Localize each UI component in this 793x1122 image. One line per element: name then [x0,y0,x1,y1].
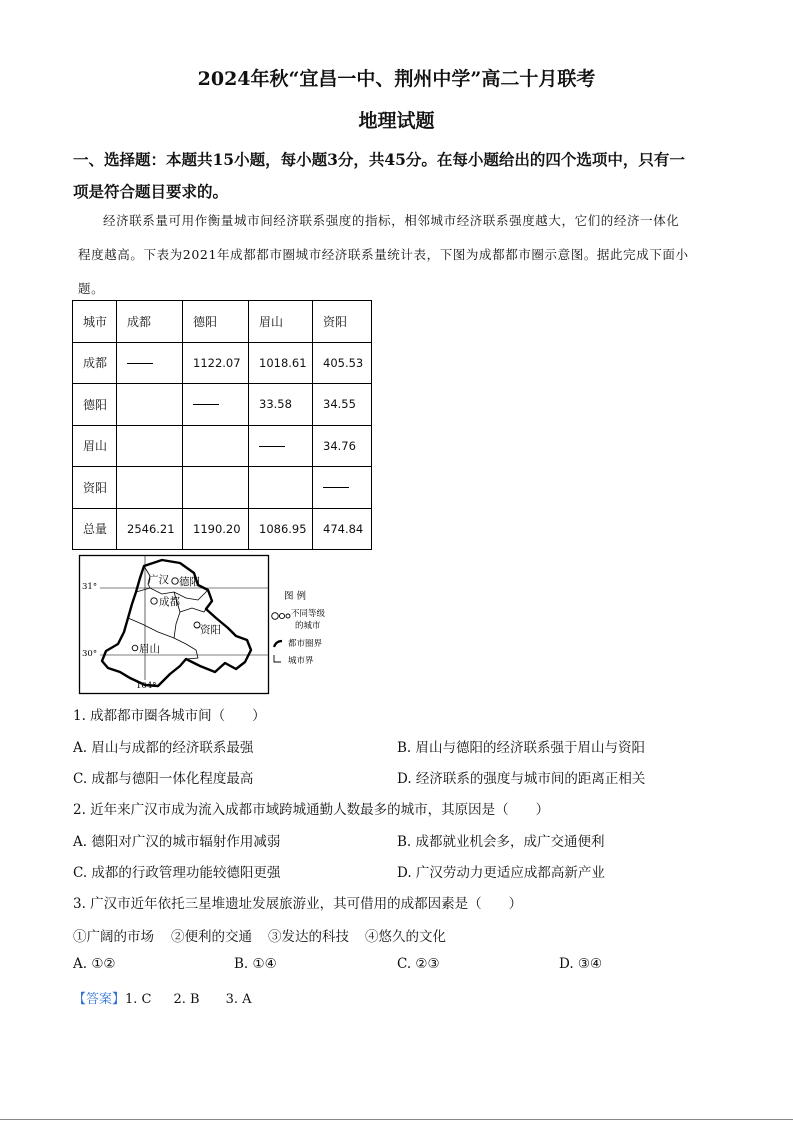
page-bottom-rule [0,1119,793,1120]
table-cell: 2546.21 [117,508,183,550]
legend-metro-boundary-symbol [274,641,282,647]
guanghan-label: 广汉 [148,574,169,586]
table-header-cell: 德阳 [183,301,249,343]
q2-option-d[interactable]: D. 广汉劳动力更适应成都高新产业 [397,865,605,881]
meishan-label: 眉山 [139,643,160,655]
table-cell: 德阳 [73,384,117,426]
legend-title: 图 例 [284,591,307,602]
meishan-marker [132,645,138,651]
answer-line [73,988,252,1007]
q1-option-d[interactable]: D. 经济联系的强度与城市间的距离正相关 [397,771,646,787]
answer-label: 【答案】 [73,992,126,1007]
table-header-cell: 资阳 [313,301,372,343]
q3-item-1: ①广阔的市场 [73,929,154,945]
q2-option-a[interactable]: A. 德阳对广汉的城市辐射作用减弱 [73,834,281,850]
table-cell [249,467,313,509]
dash-mark [259,446,285,447]
section-heading-line2: 项是符合题目要求的。 [73,182,229,201]
table-cell [183,425,249,467]
table-cell: 474.84 [313,508,372,550]
legend-city-boundary-symbol [274,655,281,662]
table-cell [117,342,183,384]
q3-option-a[interactable]: A. ①② [73,956,116,972]
chengdu-label: 成都 [159,596,180,608]
legend-metro-boundary: 都市圈界 [288,639,323,649]
table-cell: 成都 [73,342,117,384]
legend-city-text2: 的城市 [295,621,321,631]
dash-mark [127,363,153,364]
intro-line1: 经济联系量可用作衡量城市间经济联系强度的指标，相邻城市经济联系强度越大，它们的经济一体化 [103,213,680,228]
map-frame [80,556,269,694]
table-header-cell: 城市 [73,301,117,343]
q1-option-a[interactable]: A. 眉山与成都的经济联系最强 [73,740,254,756]
table-cell: 1018.61 [249,342,313,384]
table-cell: 33.58 [249,384,313,426]
question-3-stem: 3. 广汉市近年依托三星堆遗址发展旅游业，其可借用的成都因素是（ ） [73,896,523,912]
table-cell [183,467,249,509]
intro-line2: 程度越高。下表为2021年成都都市圈城市经济联系量统计表，下图为成都都市圈示意图。据此完成下面小 [78,247,689,262]
table-cell: 资阳 [73,467,117,509]
answer-3: 3. A [225,992,252,1007]
economic-link-table [72,300,372,550]
table-row [73,467,372,509]
table-cell [117,384,183,426]
table-cell [249,425,313,467]
exam-subtitle: 地理试题 [358,110,435,132]
q2-option-b[interactable]: B. 成都就业机会多，成广交通便利 [397,834,605,850]
question-1-stem: 1. 成都都市圈各城市间（ ） [73,708,266,724]
table-cell: 1190.20 [183,508,249,550]
legend-city-text1: 不同等级 [291,609,326,619]
ziyang-label: 资阳 [200,624,221,636]
table-row [73,384,372,426]
table-cell: 405.53 [313,342,372,384]
table-cell: 34.55 [313,384,372,426]
lat-30-label: 30° [82,649,98,659]
table-cell: 眉山 [73,425,117,467]
chengdu-marker [151,598,157,604]
q3-item-2: ②便利的交通 [171,929,252,945]
legend-city-large [272,613,279,620]
q3-item-3: ③发达的科技 [268,929,349,945]
table-cell [117,467,183,509]
answer-2: 2. B [173,992,200,1007]
table-cell: 1122.07 [183,342,249,384]
section-heading-line1: 一、选择题：本题共15小题，每小题3分，共45分。在每小题给出的四个选项中，只有一 [73,150,685,169]
q3-option-d[interactable]: D. ③④ [559,956,603,972]
q3-option-b[interactable]: B. ①④ [234,956,277,972]
table-header-cell: 成都 [117,301,183,343]
legend-city-small [286,614,290,618]
chengdu-metro-map [76,554,326,698]
legend-city-medium [279,613,284,618]
table-cell [183,384,249,426]
table-cell: 1086.95 [249,508,313,550]
table-cell [313,467,372,509]
table-row [73,508,372,550]
exam-title: 2024年秋“宜昌一中、荆州中学”高二十月联考 [197,68,596,90]
table-row [73,425,372,467]
lat-31-label: 31° [82,582,98,592]
table-header-row [73,301,372,343]
answer-1: 1. C [125,992,152,1007]
dash-mark [323,487,349,488]
q2-option-c[interactable]: C. 成都的行政管理功能较德阳更强 [73,865,281,881]
legend-city-boundary: 城市界 [288,656,314,666]
dash-mark [193,404,219,405]
q1-option-c[interactable]: C. 成都与德阳一体化程度最高 [73,771,254,787]
q3-item-4: ④悠久的文化 [365,929,446,945]
q3-option-c[interactable]: C. ②③ [397,956,440,972]
q1-option-b[interactable]: B. 眉山与德阳的经济联系强于眉山与资阳 [397,740,646,756]
deyang-label: 德阳 [179,576,200,588]
deyang-marker [172,578,178,584]
table-cell: 34.76 [313,425,372,467]
table-cell [117,425,183,467]
intro-line3: 题。 [78,281,105,296]
question-2-stem: 2. 近年来广汉市成为流入成都市域跨城通勤人数最多的城市，其原因是（ ） [73,802,550,818]
table-row [73,342,372,384]
table-header-cell: 眉山 [249,301,313,343]
lon-104-label: 104° [136,681,157,691]
table-cell: 总量 [73,508,117,550]
